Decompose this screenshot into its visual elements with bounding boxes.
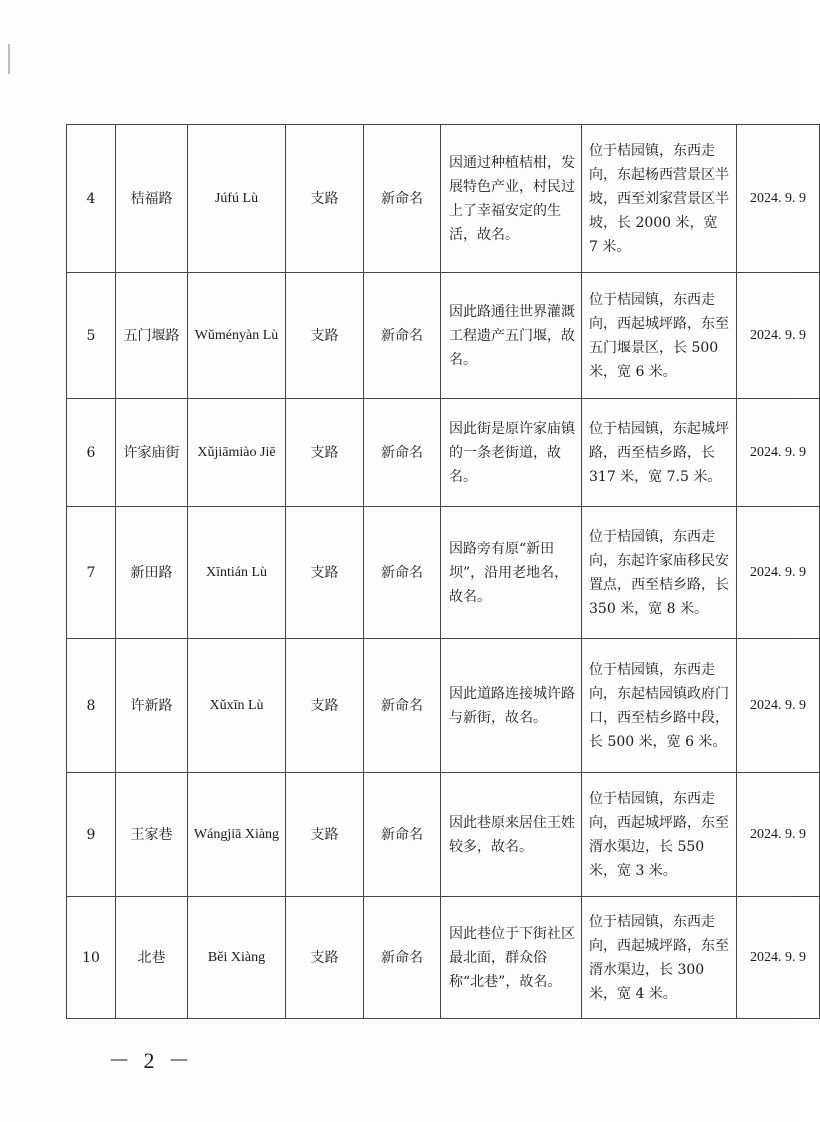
road-name: 许新路 bbox=[116, 639, 188, 773]
approval-date: 2024. 9. 9 bbox=[737, 773, 820, 897]
road-pinyin: Xīntián Lù bbox=[188, 507, 286, 639]
road-type: 支路 bbox=[286, 507, 364, 639]
table-row bbox=[67, 399, 820, 507]
road-location: 位于桔园镇，东西走向，西起城坪路，东至五门堰景区，长 500 米，宽 6 米。 bbox=[582, 273, 737, 399]
naming-category: 新命名 bbox=[364, 639, 441, 773]
naming-category: 新命名 bbox=[364, 507, 441, 639]
road-pinyin: Wǔményàn Lù bbox=[188, 273, 286, 399]
road-pinyin: Xǔxīn Lù bbox=[188, 639, 286, 773]
row-number: 7 bbox=[67, 507, 116, 639]
naming-reason: 因此道路连接城许路与新街，故名。 bbox=[441, 639, 582, 773]
naming-reason: 因此路通往世界灌溉工程遗产五门堰，故名。 bbox=[441, 273, 582, 399]
road-location: 位于桔园镇，东西走向，东起许家庙移民安置点，西至桔乡路，长 350 米，宽 8 米。 bbox=[582, 507, 737, 639]
road-name: 北巷 bbox=[116, 897, 188, 1019]
approval-date: 2024. 9. 9 bbox=[737, 639, 820, 773]
road-location: 位于桔园镇，东起城坪路，西至桔乡路，长 317 米，宽 7.5 米。 bbox=[582, 399, 737, 507]
approval-date: 2024. 9. 9 bbox=[737, 125, 820, 273]
road-type: 支路 bbox=[286, 399, 364, 507]
road-name: 桔福路 bbox=[116, 125, 188, 273]
row-number: 10 bbox=[67, 897, 116, 1019]
approval-date: 2024. 9. 9 bbox=[737, 399, 820, 507]
road-location: 位于桔园镇，东西走向，东起桔园镇政府门口，西至桔乡路中段，长 500 米，宽 6 米。 bbox=[582, 639, 737, 773]
row-number: 8 bbox=[67, 639, 116, 773]
naming-reason: 因此巷原来居住王姓较多，故名。 bbox=[441, 773, 582, 897]
naming-category: 新命名 bbox=[364, 773, 441, 897]
road-name: 五门堰路 bbox=[116, 273, 188, 399]
row-number: 6 bbox=[67, 399, 116, 507]
road-type: 支路 bbox=[286, 273, 364, 399]
road-type: 支路 bbox=[286, 897, 364, 1019]
table-row bbox=[67, 897, 820, 1019]
naming-category: 新命名 bbox=[364, 399, 441, 507]
road-type: 支路 bbox=[286, 639, 364, 773]
row-number: 9 bbox=[67, 773, 116, 897]
approval-date: 2024. 9. 9 bbox=[737, 897, 820, 1019]
row-number: 5 bbox=[67, 273, 116, 399]
road-location: 位于桔园镇，东西走向，西起城坪路，东至湑水渠边，长 300 米，宽 4 米。 bbox=[582, 897, 737, 1019]
approval-date: 2024. 9. 9 bbox=[737, 507, 820, 639]
road-pinyin: Xǔjiāmiào Jiē bbox=[188, 399, 286, 507]
road-type: 支路 bbox=[286, 125, 364, 273]
naming-reason: 因路旁有原“新田坝”，沿用老地名，故名。 bbox=[441, 507, 582, 639]
road-name: 新田路 bbox=[116, 507, 188, 639]
road-name: 许家庙街 bbox=[116, 399, 188, 507]
naming-category: 新命名 bbox=[364, 897, 441, 1019]
road-location: 位于桔园镇，东西走向，东起杨西营景区半坡，西至刘家营景区半坡，长 2000 米，宽 7 米。 bbox=[582, 125, 737, 273]
naming-category: 新命名 bbox=[364, 273, 441, 399]
road-name: 王家巷 bbox=[116, 773, 188, 897]
table-row bbox=[67, 639, 820, 773]
table-row bbox=[67, 273, 820, 399]
scan-edge-mark bbox=[8, 44, 10, 74]
approval-date: 2024. 9. 9 bbox=[737, 273, 820, 399]
naming-category: 新命名 bbox=[364, 125, 441, 273]
road-naming-table bbox=[66, 124, 820, 1019]
table-row bbox=[67, 773, 820, 897]
table-row bbox=[67, 507, 820, 639]
naming-reason: 因此街是原许家庙镇的一条老街道，故名。 bbox=[441, 399, 582, 507]
page-number: － 2 － bbox=[108, 1048, 195, 1073]
road-pinyin: Wángjiā Xiàng bbox=[188, 773, 286, 897]
road-location: 位于桔园镇，东西走向，西起城坪路，东至湑水渠边，长 550 米，宽 3 米。 bbox=[582, 773, 737, 897]
naming-reason: 因此巷位于下街社区最北面，群众俗称“北巷”，故名。 bbox=[441, 897, 582, 1019]
road-pinyin: Júfú Lù bbox=[188, 125, 286, 273]
table-row bbox=[67, 125, 820, 273]
road-type: 支路 bbox=[286, 773, 364, 897]
road-pinyin: Běi Xiàng bbox=[188, 897, 286, 1019]
row-number: 4 bbox=[67, 125, 116, 273]
naming-reason: 因通过种植桔柑，发展特色产业，村民过上了幸福安定的生活，故名。 bbox=[441, 125, 582, 273]
